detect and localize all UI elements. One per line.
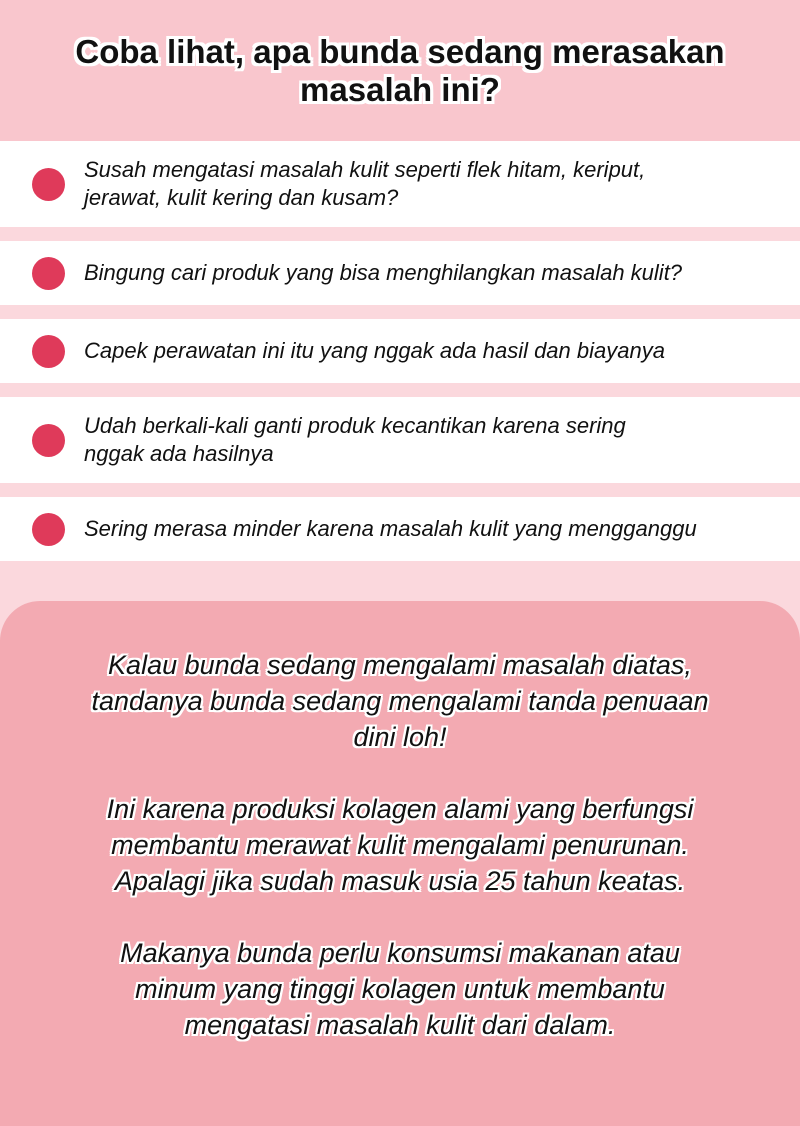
bullet-dot-icon — [32, 424, 65, 457]
info-box — [0, 601, 800, 1126]
list-item — [0, 497, 800, 561]
list-item — [0, 241, 800, 305]
info-paragraph-1: Kalau bunda sedang mengalami masalah diatas, tandanya bunda sedang mengalami tanda penuaan dini loh! — [91, 650, 709, 752]
page-title: Coba lihat, apa bunda sedang merasakan masalah ini? — [75, 32, 725, 108]
problem-text: Bingung cari produk yang bisa menghilangkan masalah kulit? — [84, 260, 683, 285]
problem-text: Susah mengatasi masalah kulit seperti flek hitam, keriput, jerawat, kulit kering dan kusam? — [84, 157, 646, 210]
header-banner — [0, 0, 800, 141]
problem-text: Capek perawatan ini itu yang nggak ada hasil dan biayanya — [84, 338, 665, 363]
problem-text: Udah berkali-kali ganti produk kecantikan karena sering nggak ada hasilnya — [84, 413, 626, 466]
list-item — [0, 141, 800, 227]
info-paragraph-2: Ini karena produksi kolagen alami yang berfungsi membantu merawat kulit mengalami penurunan. Apalagi jika sudah masuk usia 25 tahun keatas. — [106, 794, 694, 896]
bullet-dot-icon — [32, 257, 65, 290]
bullet-dot-icon — [32, 513, 65, 546]
problem-text: Sering merasa minder karena masalah kulit yang mengganggu — [84, 516, 697, 541]
bullet-dot-icon — [32, 335, 65, 368]
list-item — [0, 319, 800, 383]
bullet-dot-icon — [32, 168, 65, 201]
info-paragraph-3: Makanya bunda perlu konsumsi makanan atau minum yang tinggi kolagen untuk membantu mengatasi masalah kulit dari dalam. — [120, 938, 680, 1040]
list-item — [0, 397, 800, 483]
